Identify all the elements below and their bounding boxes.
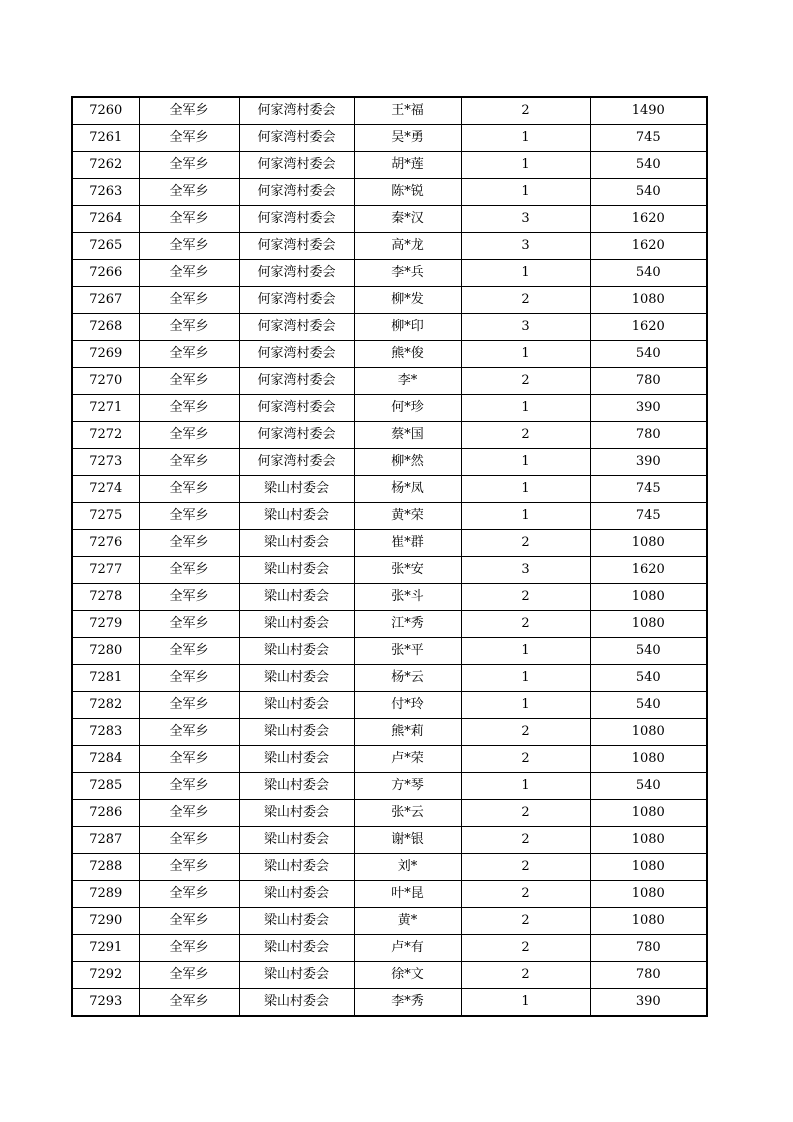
- township-cell: 全军乡: [139, 179, 239, 206]
- township-cell: 全军乡: [139, 449, 239, 476]
- table-row: [72, 287, 707, 314]
- serial-number-cell: 7285: [72, 773, 139, 800]
- household-size-cell: 2: [461, 97, 590, 125]
- household-size-cell: 2: [461, 368, 590, 395]
- township-cell: 全军乡: [139, 557, 239, 584]
- serial-number-cell: 7271: [72, 395, 139, 422]
- household-size-cell: 1: [461, 179, 590, 206]
- serial-number-cell: 7289: [72, 881, 139, 908]
- township-cell: 全军乡: [139, 692, 239, 719]
- amount-cell: 1620: [590, 233, 707, 260]
- table-row: [72, 422, 707, 449]
- serial-number-cell: 7281: [72, 665, 139, 692]
- table-row: [72, 962, 707, 989]
- amount-cell: 745: [590, 503, 707, 530]
- serial-number-cell: 7273: [72, 449, 139, 476]
- village-committee-cell: 梁山村委会: [239, 962, 354, 989]
- amount-cell: 745: [590, 125, 707, 152]
- name-cell: 柳*印: [354, 314, 461, 341]
- village-committee-cell: 何家湾村委会: [239, 287, 354, 314]
- amount-cell: 1080: [590, 854, 707, 881]
- amount-cell: 540: [590, 179, 707, 206]
- village-committee-cell: 何家湾村委会: [239, 341, 354, 368]
- serial-number-cell: 7272: [72, 422, 139, 449]
- name-cell: 柳*发: [354, 287, 461, 314]
- table-row: [72, 530, 707, 557]
- village-committee-cell: 何家湾村委会: [239, 152, 354, 179]
- township-cell: 全军乡: [139, 503, 239, 530]
- name-cell: 陈*锐: [354, 179, 461, 206]
- township-cell: 全军乡: [139, 773, 239, 800]
- table-row: [72, 179, 707, 206]
- table-row: [72, 584, 707, 611]
- township-cell: 全军乡: [139, 260, 239, 287]
- amount-cell: 390: [590, 449, 707, 476]
- name-cell: 高*龙: [354, 233, 461, 260]
- township-cell: 全军乡: [139, 206, 239, 233]
- name-cell: 江*秀: [354, 611, 461, 638]
- household-size-cell: 3: [461, 206, 590, 233]
- village-committee-cell: 梁山村委会: [239, 719, 354, 746]
- township-cell: 全军乡: [139, 152, 239, 179]
- table-row: [72, 206, 707, 233]
- amount-cell: 540: [590, 260, 707, 287]
- table-row: [72, 800, 707, 827]
- name-cell: 李*: [354, 368, 461, 395]
- serial-number-cell: 7266: [72, 260, 139, 287]
- township-cell: 全军乡: [139, 908, 239, 935]
- serial-number-cell: 7280: [72, 638, 139, 665]
- table-row: [72, 611, 707, 638]
- table-row: [72, 97, 707, 125]
- serial-number-cell: 7279: [72, 611, 139, 638]
- amount-cell: 1080: [590, 719, 707, 746]
- table-row: [72, 638, 707, 665]
- name-cell: 黄*荣: [354, 503, 461, 530]
- village-committee-cell: 何家湾村委会: [239, 314, 354, 341]
- village-committee-cell: 何家湾村委会: [239, 206, 354, 233]
- name-cell: 黄*: [354, 908, 461, 935]
- village-committee-cell: 梁山村委会: [239, 584, 354, 611]
- serial-number-cell: 7278: [72, 584, 139, 611]
- name-cell: 方*琴: [354, 773, 461, 800]
- table-row: [72, 773, 707, 800]
- name-cell: 付*玲: [354, 692, 461, 719]
- serial-number-cell: 7274: [72, 476, 139, 503]
- table-row: [72, 395, 707, 422]
- amount-cell: 390: [590, 395, 707, 422]
- table-row: [72, 935, 707, 962]
- serial-number-cell: 7270: [72, 368, 139, 395]
- village-committee-cell: 梁山村委会: [239, 530, 354, 557]
- township-cell: 全军乡: [139, 233, 239, 260]
- village-committee-cell: 梁山村委会: [239, 989, 354, 1017]
- household-size-cell: 2: [461, 746, 590, 773]
- name-cell: 胡*莲: [354, 152, 461, 179]
- table-row: [72, 719, 707, 746]
- table-row: [72, 503, 707, 530]
- table-row: [72, 260, 707, 287]
- household-size-cell: 2: [461, 584, 590, 611]
- village-committee-cell: 梁山村委会: [239, 800, 354, 827]
- table-row: [72, 881, 707, 908]
- household-size-cell: 3: [461, 557, 590, 584]
- name-cell: 柳*然: [354, 449, 461, 476]
- village-committee-cell: 梁山村委会: [239, 503, 354, 530]
- township-cell: 全军乡: [139, 935, 239, 962]
- township-cell: 全军乡: [139, 584, 239, 611]
- amount-cell: 780: [590, 422, 707, 449]
- household-size-cell: 1: [461, 449, 590, 476]
- table-row: [72, 449, 707, 476]
- village-committee-cell: 何家湾村委会: [239, 179, 354, 206]
- household-size-cell: 1: [461, 665, 590, 692]
- township-cell: 全军乡: [139, 827, 239, 854]
- table-row: [72, 746, 707, 773]
- name-cell: 吴*勇: [354, 125, 461, 152]
- household-size-cell: 2: [461, 719, 590, 746]
- village-committee-cell: 何家湾村委会: [239, 395, 354, 422]
- village-committee-cell: 梁山村委会: [239, 692, 354, 719]
- name-cell: 徐*文: [354, 962, 461, 989]
- village-committee-cell: 梁山村委会: [239, 773, 354, 800]
- household-size-cell: 1: [461, 125, 590, 152]
- village-committee-cell: 梁山村委会: [239, 557, 354, 584]
- household-size-cell: 1: [461, 476, 590, 503]
- serial-number-cell: 7265: [72, 233, 139, 260]
- name-cell: 张*平: [354, 638, 461, 665]
- village-committee-cell: 梁山村委会: [239, 746, 354, 773]
- name-cell: 熊*莉: [354, 719, 461, 746]
- amount-cell: 540: [590, 773, 707, 800]
- serial-number-cell: 7293: [72, 989, 139, 1017]
- township-cell: 全军乡: [139, 341, 239, 368]
- township-cell: 全军乡: [139, 800, 239, 827]
- serial-number-cell: 7275: [72, 503, 139, 530]
- village-committee-cell: 何家湾村委会: [239, 97, 354, 125]
- village-committee-cell: 梁山村委会: [239, 665, 354, 692]
- serial-number-cell: 7287: [72, 827, 139, 854]
- serial-number-cell: 7263: [72, 179, 139, 206]
- township-cell: 全军乡: [139, 962, 239, 989]
- serial-number-cell: 7288: [72, 854, 139, 881]
- household-size-cell: 2: [461, 962, 590, 989]
- table-row: [72, 989, 707, 1017]
- table-row: [72, 692, 707, 719]
- household-size-cell: 1: [461, 773, 590, 800]
- serial-number-cell: 7283: [72, 719, 139, 746]
- household-size-cell: 2: [461, 854, 590, 881]
- table-row: [72, 665, 707, 692]
- household-size-cell: 2: [461, 611, 590, 638]
- household-size-cell: 1: [461, 692, 590, 719]
- township-cell: 全军乡: [139, 530, 239, 557]
- table-body: [72, 97, 707, 1016]
- name-cell: 卢*荣: [354, 746, 461, 773]
- serial-number-cell: 7284: [72, 746, 139, 773]
- name-cell: 李*兵: [354, 260, 461, 287]
- amount-cell: 1080: [590, 908, 707, 935]
- township-cell: 全军乡: [139, 665, 239, 692]
- household-size-cell: 2: [461, 935, 590, 962]
- village-committee-cell: 梁山村委会: [239, 611, 354, 638]
- village-committee-cell: 何家湾村委会: [239, 233, 354, 260]
- amount-cell: 780: [590, 962, 707, 989]
- amount-cell: 745: [590, 476, 707, 503]
- name-cell: 张*安: [354, 557, 461, 584]
- name-cell: 蔡*国: [354, 422, 461, 449]
- amount-cell: 1080: [590, 287, 707, 314]
- serial-number-cell: 7286: [72, 800, 139, 827]
- township-cell: 全军乡: [139, 881, 239, 908]
- village-committee-cell: 梁山村委会: [239, 476, 354, 503]
- household-size-cell: 1: [461, 638, 590, 665]
- name-cell: 杨*云: [354, 665, 461, 692]
- name-cell: 张*云: [354, 800, 461, 827]
- household-size-cell: 1: [461, 503, 590, 530]
- township-cell: 全军乡: [139, 611, 239, 638]
- village-committee-cell: 何家湾村委会: [239, 125, 354, 152]
- name-cell: 王*福: [354, 97, 461, 125]
- village-committee-cell: 梁山村委会: [239, 935, 354, 962]
- township-cell: 全军乡: [139, 719, 239, 746]
- township-cell: 全军乡: [139, 97, 239, 125]
- township-cell: 全军乡: [139, 125, 239, 152]
- amount-cell: 1490: [590, 97, 707, 125]
- amount-cell: 1620: [590, 557, 707, 584]
- household-size-cell: 1: [461, 395, 590, 422]
- village-committee-cell: 梁山村委会: [239, 827, 354, 854]
- table-row: [72, 152, 707, 179]
- household-size-cell: 2: [461, 800, 590, 827]
- amount-cell: 540: [590, 638, 707, 665]
- township-cell: 全军乡: [139, 287, 239, 314]
- serial-number-cell: 7276: [72, 530, 139, 557]
- household-size-cell: 1: [461, 260, 590, 287]
- village-committee-cell: 梁山村委会: [239, 908, 354, 935]
- amount-cell: 1080: [590, 827, 707, 854]
- village-committee-cell: 梁山村委会: [239, 638, 354, 665]
- household-size-cell: 1: [461, 989, 590, 1017]
- amount-cell: 1080: [590, 800, 707, 827]
- name-cell: 崔*群: [354, 530, 461, 557]
- name-cell: 谢*银: [354, 827, 461, 854]
- amount-cell: 780: [590, 368, 707, 395]
- household-size-cell: 2: [461, 827, 590, 854]
- amount-cell: 1080: [590, 611, 707, 638]
- serial-number-cell: 7261: [72, 125, 139, 152]
- amount-cell: 1080: [590, 746, 707, 773]
- amount-cell: 540: [590, 692, 707, 719]
- serial-number-cell: 7264: [72, 206, 139, 233]
- household-size-cell: 1: [461, 341, 590, 368]
- amount-cell: 780: [590, 935, 707, 962]
- serial-number-cell: 7282: [72, 692, 139, 719]
- amount-cell: 540: [590, 665, 707, 692]
- table-row: [72, 341, 707, 368]
- name-cell: 卢*有: [354, 935, 461, 962]
- table-row: [72, 233, 707, 260]
- amount-cell: 390: [590, 989, 707, 1017]
- serial-number-cell: 7292: [72, 962, 139, 989]
- household-size-cell: 1: [461, 152, 590, 179]
- village-committee-cell: 梁山村委会: [239, 881, 354, 908]
- household-size-cell: 2: [461, 908, 590, 935]
- amount-cell: 1080: [590, 584, 707, 611]
- table-row: [72, 557, 707, 584]
- township-cell: 全军乡: [139, 422, 239, 449]
- serial-number-cell: 7290: [72, 908, 139, 935]
- township-cell: 全军乡: [139, 314, 239, 341]
- table-row: [72, 908, 707, 935]
- serial-number-cell: 7269: [72, 341, 139, 368]
- amount-cell: 540: [590, 341, 707, 368]
- amount-cell: 540: [590, 152, 707, 179]
- serial-number-cell: 7268: [72, 314, 139, 341]
- table-row: [72, 827, 707, 854]
- table-row: [72, 368, 707, 395]
- data-table: [71, 96, 708, 1017]
- table-row: [72, 476, 707, 503]
- name-cell: 叶*昆: [354, 881, 461, 908]
- amount-cell: 1620: [590, 206, 707, 233]
- village-committee-cell: 何家湾村委会: [239, 260, 354, 287]
- township-cell: 全军乡: [139, 854, 239, 881]
- serial-number-cell: 7262: [72, 152, 139, 179]
- serial-number-cell: 7267: [72, 287, 139, 314]
- household-size-cell: 2: [461, 422, 590, 449]
- township-cell: 全军乡: [139, 638, 239, 665]
- table-row: [72, 854, 707, 881]
- serial-number-cell: 7277: [72, 557, 139, 584]
- table-row: [72, 125, 707, 152]
- township-cell: 全军乡: [139, 476, 239, 503]
- name-cell: 何*珍: [354, 395, 461, 422]
- township-cell: 全军乡: [139, 368, 239, 395]
- household-size-cell: 3: [461, 314, 590, 341]
- amount-cell: 1080: [590, 881, 707, 908]
- serial-number-cell: 7260: [72, 97, 139, 125]
- village-committee-cell: 梁山村委会: [239, 854, 354, 881]
- name-cell: 杨*凤: [354, 476, 461, 503]
- village-committee-cell: 何家湾村委会: [239, 422, 354, 449]
- name-cell: 刘*: [354, 854, 461, 881]
- township-cell: 全军乡: [139, 989, 239, 1017]
- household-size-cell: 2: [461, 530, 590, 557]
- name-cell: 张*斗: [354, 584, 461, 611]
- serial-number-cell: 7291: [72, 935, 139, 962]
- name-cell: 李*秀: [354, 989, 461, 1017]
- household-size-cell: 2: [461, 881, 590, 908]
- table-row: [72, 314, 707, 341]
- household-size-cell: 3: [461, 233, 590, 260]
- name-cell: 秦*汉: [354, 206, 461, 233]
- township-cell: 全军乡: [139, 395, 239, 422]
- name-cell: 熊*俊: [354, 341, 461, 368]
- township-cell: 全军乡: [139, 746, 239, 773]
- village-committee-cell: 何家湾村委会: [239, 368, 354, 395]
- household-size-cell: 2: [461, 287, 590, 314]
- amount-cell: 1620: [590, 314, 707, 341]
- amount-cell: 1080: [590, 530, 707, 557]
- village-committee-cell: 何家湾村委会: [239, 449, 354, 476]
